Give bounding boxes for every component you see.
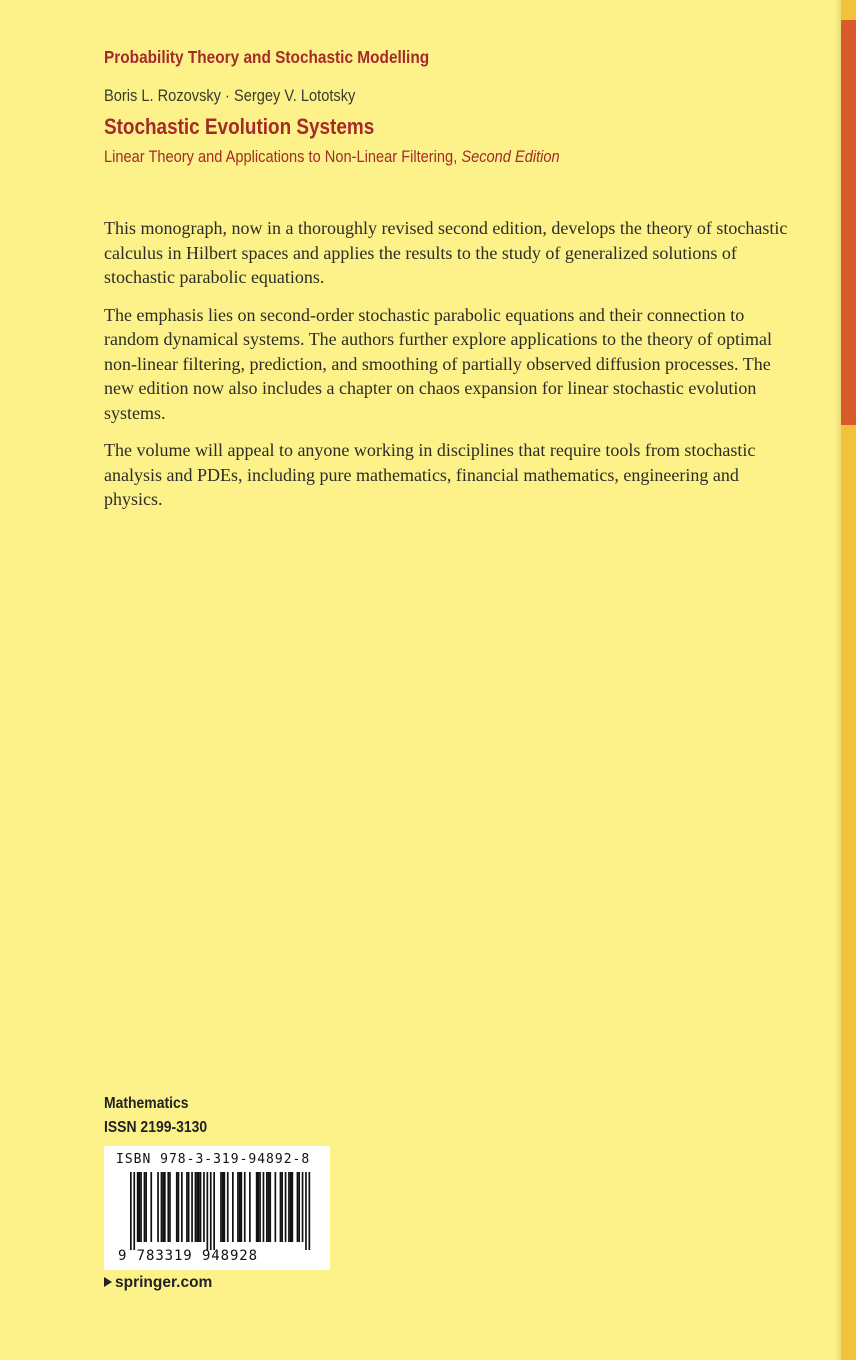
barcode-bar <box>186 1172 188 1242</box>
book-subtitle <box>104 147 560 167</box>
barcode-bar <box>167 1172 169 1242</box>
barcode-bar <box>130 1172 132 1250</box>
barcode-bar <box>220 1172 222 1242</box>
barcode-bar <box>162 1172 164 1242</box>
barcode-bar <box>181 1172 183 1242</box>
barcode-bar <box>207 1172 209 1250</box>
blurb-paragraph: The volume will appeal to anyone working in disciplines that require tools from stochastic analysis and PDEs, including pure mathematics, financial mathematics, engineering and physics. <box>104 440 756 509</box>
barcode-bar <box>200 1172 202 1242</box>
blurb-paragraph: The emphasis lies on second-order stochastic parabolic equations and their connection to random dynamical systems. The authors further explore applications to the theory of optimal non-linear filtering, prediction, and smoothing of partially observed diffusion processes. The new edition now also includes a chapter on chaos expansion for linear stochastic evolution systems. <box>104 304 772 423</box>
edge-orange-band <box>841 20 856 425</box>
barcode-bar <box>150 1172 152 1242</box>
barcode-bar <box>195 1172 197 1242</box>
barcode-bar <box>249 1172 251 1242</box>
barcode-bar <box>176 1172 178 1242</box>
barcode-bar <box>232 1172 234 1242</box>
barcode-bar <box>263 1172 265 1242</box>
barcode-bar <box>164 1172 166 1242</box>
barcode-bar <box>140 1172 142 1242</box>
barcode-bar <box>191 1172 193 1242</box>
barcode-bar <box>258 1172 260 1242</box>
issn-label: ISSN 2199-3130 <box>104 1119 208 1136</box>
barcode-bar <box>244 1172 246 1242</box>
barcode-bar <box>198 1172 200 1242</box>
subject-label: Mathematics <box>104 1095 189 1112</box>
website-text: springer.com <box>115 1274 213 1291</box>
barcode-bar <box>137 1172 139 1242</box>
barcode-bar <box>157 1172 159 1242</box>
barcode-bar <box>288 1172 290 1242</box>
authors: Boris L. Rozovsky · Sergey V. Lototsky <box>104 86 356 105</box>
barcode-bar <box>144 1172 146 1242</box>
barcode-bar <box>139 1172 141 1242</box>
barcode-bar <box>281 1172 283 1242</box>
barcode-bar <box>269 1172 271 1242</box>
isbn-label: ISBN 978-3-319-94892-8 <box>116 1152 311 1167</box>
barcode-bar <box>268 1172 270 1242</box>
edge-yellow-bottom <box>841 425 856 1360</box>
barcode <box>104 1146 330 1270</box>
barcode-bar <box>133 1172 135 1250</box>
series-title: Probability Theory and Stochastic Modelling <box>104 47 430 67</box>
cover-edge-strip <box>841 0 856 1360</box>
subtitle-text: Linear Theory and Applications to Non-Linear Filtering, <box>104 147 458 166</box>
barcode-bar <box>285 1172 287 1242</box>
barcode-bar <box>275 1172 277 1242</box>
edge-yellow-top <box>841 0 856 20</box>
barcode-bar <box>196 1172 198 1242</box>
barcode-bar <box>239 1172 241 1242</box>
barcode-bar <box>298 1172 300 1242</box>
blurb-paragraph: This monograph, now in a thoroughly revised second edition, develops the theory of stochastic calculus in Hilbert spaces and applies the results to the study of generalized solutions of stochastic parabolic equations. <box>104 218 788 287</box>
barcode-bar <box>161 1172 163 1242</box>
barcode-bar <box>297 1172 299 1242</box>
barcode-digits: 9 783319 948928 <box>118 1248 258 1264</box>
barcode-bar <box>224 1172 226 1242</box>
barcode-bar <box>280 1172 282 1242</box>
barcode-bar <box>210 1172 212 1250</box>
barcode-bar <box>302 1172 304 1242</box>
barcode-bar <box>290 1172 292 1242</box>
barcode-bar <box>227 1172 229 1242</box>
edition-label: Second Edition <box>461 147 560 166</box>
barcode-bar <box>292 1172 294 1242</box>
barcode-bar <box>266 1172 268 1242</box>
barcode-bar <box>213 1172 215 1250</box>
blurb <box>104 216 794 525</box>
barcode-bar <box>237 1172 239 1242</box>
barcode-bar <box>203 1172 205 1242</box>
barcode-bar <box>241 1172 243 1242</box>
barcode-bar <box>256 1172 258 1242</box>
barcode-bar <box>188 1172 190 1242</box>
barcode-bar <box>178 1172 180 1242</box>
website-link[interactable] <box>104 1274 212 1292</box>
barcode-bar <box>309 1172 311 1250</box>
arrow-right-icon <box>104 1277 112 1287</box>
barcode-bar <box>169 1172 171 1242</box>
book-title: Stochastic Evolution Systems <box>104 114 375 139</box>
barcode-bar <box>222 1172 224 1242</box>
barcode-bar <box>145 1172 147 1242</box>
barcode-bar <box>305 1172 307 1250</box>
barcode-bar <box>259 1172 261 1242</box>
